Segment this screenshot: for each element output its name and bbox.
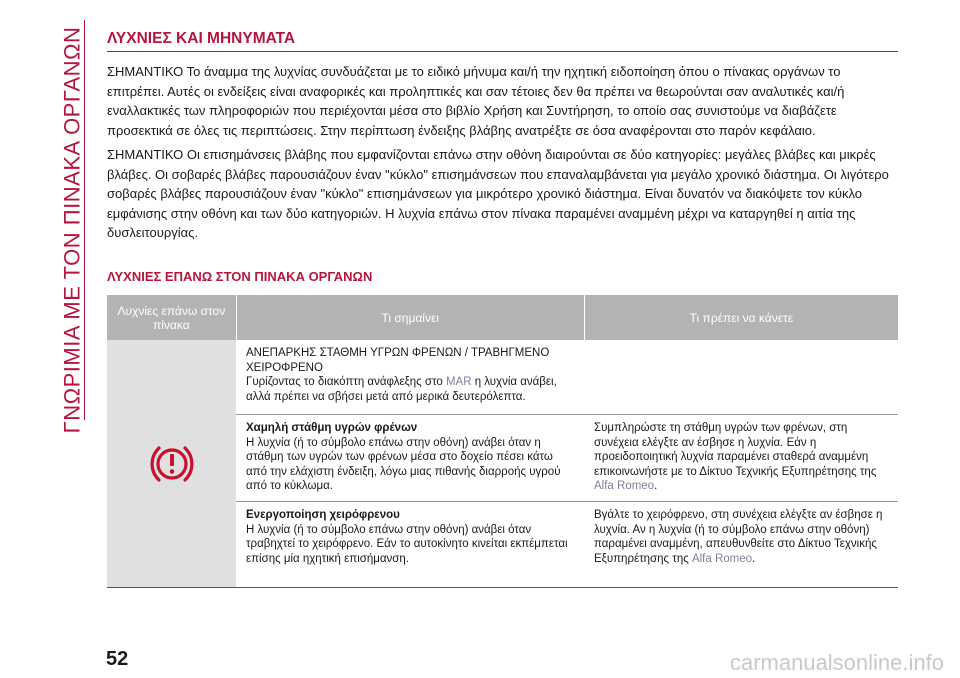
brand-name: Alfa Romeo [691,552,753,565]
icon-cell [107,340,236,587]
meaning-text: Γυρίζοντας το διακόπτη ανάφλεξης στο [246,376,446,388]
action-text: Βγάλτε το χειρόφρενο, στη συνέχεια ελέγξτε αν έσβησε η λυχνία. Αν η λυχνία (ή το σύμβολο επάνω στην οθόνη) παραμένει αναμμένη, απευθυνθείτε στο Δίκτυο Τεχνικής Εξυπηρέτησης της [594,509,883,565]
action-text-end: . [752,552,756,565]
table-header [107,295,898,340]
table-subtitle: ΛΥΧΝΙΕΣ ΕΠΑΝΩ ΣΤΟΝ ΠΙΝΑΚΑ ΟΡΓΑΝΩΝ [107,268,373,284]
table-row [236,415,898,502]
meaning-cell [236,340,584,414]
important-note-1: ΣΗΜΑΝΤΙΚΟ Το άναμμα της λυχνίας συνδυάζεται με το ειδικό μήνυμα και/ή την ηχητική ειδοποίηση όπου ο πίνακας οργάνων το επιτρέπει. Αυτές οι ενδείξεις είναι αναφορικές και προληπτικές και σαν τέτοιες δεν θα πρέπει να θεωρούνται σαν αναλυτικές και/ή εναλλακτικές των πληροφοριών που περιέχονται μέσα στο βιβλίο Χρήση και Συντήρηση, το οποίο σας συνιστούμε να διαβάζετε προσεκτικά σε όλες τις περιπτώσεις. Στην περίπτωση ένδειξης βλάβης ανατρέξτε σε όσα αναφέρονται στο παρόν κεφάλαιο. [107,64,845,138]
table-body [107,340,898,588]
meaning-text: Η λυχνία (ή το σύμβολο επάνω στην οθόνη) ανάβει όταν τραβηχτεί το χειρόφρενο. Εάν το αυτοκίνητο κινείται εκπέμπεται επίσης μία ηχητική επισήμανση. [246,523,568,565]
meaning-title: Χαμηλή στάθμη υγρών φρένων [246,422,418,434]
ignition-key-position: MAR [445,376,472,388]
chapter-side-divider [84,20,85,420]
header-lights: Λυχνίες επάνω στον πίνακα [117,303,226,332]
action-text-end: . [654,480,658,492]
important-note-2: ΣΗΜΑΝΤΙΚΟ Οι επισημάνσεις βλάβης που εμφανίζονται επάνω στην οθόνη διαιρούνται σε δύο κατηγορίες: μεγάλες βλάβες και μικρές βλάβες. Οι σοβαρές βλάβες παρουσιάζουν έναν "κύκλο" επισημάνσεων που επαναλαμβάνεται για μεγάλο χρονικό διάστημα. Οι λιγότερο σοβαρές βλάβες παρουσιάζουν έναν "κύκλο" επισημάνσεων για μικρότερο χρονικό διάστημα. Είναι δυνατόν να διακόψετε τον κύκλο εμφάνισης στην οθόνη και των δύο κατηγοριών. Η λυχνία επάνω στον πίνακα παραμένει αναμμένη μέχρι να καταργηθεί η αιτία της δυσλειτουργίας. [107,147,889,240]
meaning-cell [236,415,584,501]
action-cell [584,502,898,588]
meaning-title: Ενεργοποίηση χειρόφρενου [246,509,400,521]
section-title: ΛΥΧΝΙΕΣ ΚΑΙ ΜΗΝΥΜΑΤΑ [107,30,898,52]
meaning-title: ΑΝΕΠΑΡΚΗΣ ΣΤΑΘΜΗ ΥΓΡΩΝ ΦΡΕΝΩΝ / ΤΡΑΒΗΓΜΕΝΟ ΧΕΙΡΟΦΡΕΝΟ [246,347,550,374]
action-cell [584,340,898,414]
header-meaning: Τι σημαίνει [236,295,584,340]
chapter-side-tab-label: ΓΝΩΡΙΜΙΑ ΜΕ ΤΟΝ ΠΙΝΑΚΑ ΟΡΓΑΝΩΝ [59,26,85,434]
meaning-text: Η λυχνία (ή το σύμβολο επάνω στην οθόνη) ανάβει όταν η στάθμη των υγρών των φρένων μέσα στο δοχείο πέσει κάτω από την ελάχιστη ένδειξη, λόγω μιας πιθανής διαρροής υγρού από το κύκλωμα. [246,436,561,492]
meaning-cell [236,502,584,588]
page-number: 52 [106,648,129,670]
chapter-side-tab [52,20,92,440]
main-content [107,30,898,284]
table-row [236,340,898,415]
table-row [236,502,898,588]
brand-name: Alfa Romeo [594,480,655,492]
action-cell [584,415,898,501]
action-text: Συμπληρώστε τη στάθμη υγρών των φρένων, στη συνέχεια ελέγξτε αν έσβησε η λυχνία. Εάν η προειδοποιητική λυχνία παραμένει σταθερά αναμμένη επικοινωνήστε με το Δίκτυο Τεχνικής Εξυπηρέτησης της [594,422,877,478]
header-action: Τι πρέπει να κάνετε [584,295,898,340]
meaning-text-end: η λυχνία ανάβει, αλλά πρέπει να σβήσει μετά από μερικά δευτερόλεπτα. [246,376,557,403]
watermark: carmanualsonline.info [729,650,944,675]
brake-warning-icon [147,439,197,489]
warning-lights-table [107,295,898,588]
